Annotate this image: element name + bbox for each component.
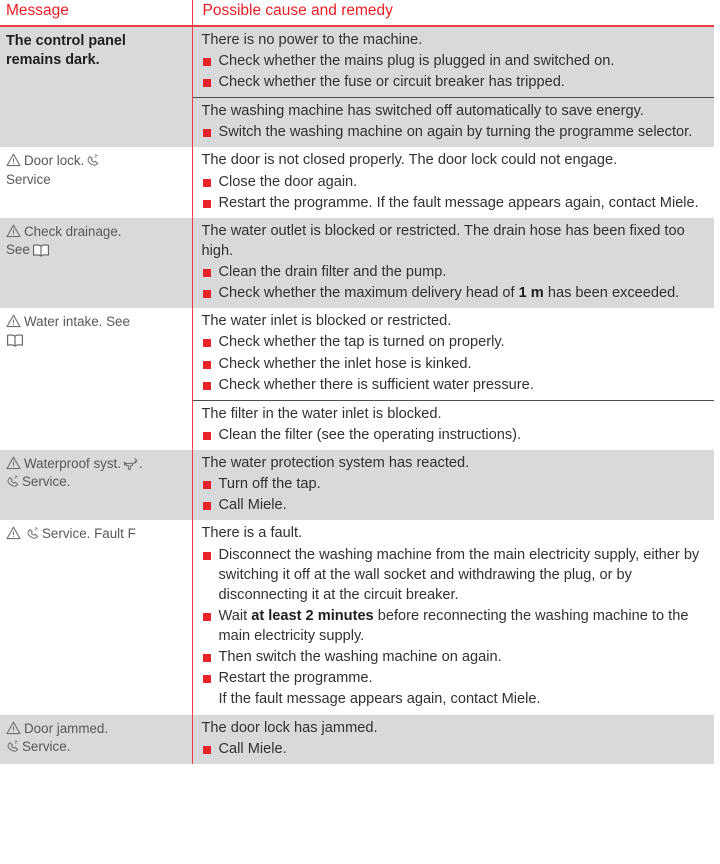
list-item: Call Miele. — [202, 495, 709, 515]
telephone-icon — [6, 474, 20, 488]
message-text: Door lock. — [24, 153, 85, 169]
open-book-icon — [6, 333, 24, 348]
telephone-icon — [86, 153, 100, 167]
remedy-list — [202, 122, 709, 142]
remedy-block — [193, 147, 715, 217]
list-item: Check whether the fuse or circuit breaker has tripped. — [202, 72, 709, 92]
message-line — [6, 241, 184, 259]
message-text: Check drainage. — [24, 223, 122, 239]
water-tap-icon — [123, 456, 139, 471]
list-item-emphasis: 1 m — [518, 285, 544, 302]
list-item-text: Wait — [218, 607, 252, 624]
message-cell — [0, 308, 192, 450]
cause-text: The washing machine has switched off automatically to save energy. — [201, 103, 644, 120]
table-header-row — [0, 0, 714, 26]
message-line: The control panel — [6, 32, 126, 49]
remedy-list — [202, 172, 709, 213]
list-item: Close the door again. — [202, 172, 709, 192]
remedy-cell — [192, 218, 714, 309]
remedy-block — [193, 520, 715, 714]
remedy-cell — [192, 26, 714, 148]
list-item: Check whether there is sufficient water pressure. — [202, 375, 709, 395]
list-item: Switch the washing machine on again by turning the programme selector. — [202, 122, 709, 142]
telephone-icon — [26, 526, 40, 540]
cause-text: The filter in the water inlet is blocked. — [201, 405, 442, 422]
remedy-block — [193, 308, 715, 400]
warning-triangle-icon — [6, 153, 21, 167]
message-line — [6, 720, 184, 738]
message-line — [6, 525, 184, 543]
message-text: . — [138, 456, 143, 472]
open-book-icon — [32, 243, 50, 258]
warning-triangle-icon — [6, 224, 21, 238]
remedy-list — [202, 474, 709, 515]
warning-triangle-icon — [6, 721, 21, 735]
warning-triangle-icon — [6, 526, 21, 540]
column-header-remedy: Possible cause and remedy — [192, 0, 714, 26]
message-line — [6, 738, 184, 756]
list-item-text: before reconnecting the washing machine to the main electricity supply. — [218, 607, 689, 645]
message-line — [6, 455, 184, 473]
list-item: Check whether the mains plug is plugged in and switched on. — [202, 51, 709, 71]
telephone-icon — [6, 739, 20, 753]
list-item: Disconnect the washing machine from the main electricity supply, either by switching it off at the wall socket and withdrawing the plug, or by disconnecting it at the circuit breaker. — [202, 545, 709, 605]
list-item-text: Check whether the maximum delivery head of — [218, 285, 519, 302]
message-cell — [0, 450, 192, 520]
table-row — [0, 715, 714, 764]
list-item: Call Miele. — [202, 739, 709, 759]
list-item: Clean the filter (see the operating instructions). — [202, 425, 709, 445]
remedy-block — [193, 97, 715, 147]
message-text: See — [6, 241, 30, 257]
list-item: Restart the programme. — [202, 668, 709, 688]
remedy-block — [193, 450, 715, 520]
table-row — [0, 520, 714, 714]
message-text: Waterproof syst. — [24, 456, 121, 472]
message-text: Service. Fault F — [42, 526, 136, 542]
message-text: Water intake. See — [24, 314, 130, 330]
warning-triangle-icon — [6, 456, 21, 470]
list-item: Check whether the tap is turned on properly. — [202, 332, 709, 352]
cause-text: The water inlet is blocked or restricted. — [201, 313, 452, 330]
column-header-message: Message — [0, 0, 192, 26]
list-item-emphasis: at least 2 minutes — [251, 607, 374, 624]
remedy-list — [202, 332, 709, 394]
remedy-block — [193, 715, 715, 764]
remedy-list — [202, 739, 709, 759]
list-item: Restart the programme. If the fault message appears again, contact Miele. — [202, 193, 709, 213]
table-row — [0, 218, 714, 309]
cause-text: The door is not closed properly. The door lock could not engage. — [201, 152, 618, 169]
remedy-list — [202, 545, 709, 710]
message-line — [6, 152, 184, 170]
remedy-list — [202, 425, 709, 445]
list-item: Check whether the inlet hose is kinked. — [202, 354, 709, 374]
list-item-text: has been exceeded. — [543, 285, 680, 302]
list-item — [202, 606, 709, 646]
message-cell — [0, 218, 192, 309]
message-line — [6, 473, 184, 491]
remedy-cell — [192, 450, 714, 520]
cause-text: The water protection system has reacted. — [201, 455, 470, 472]
cause-text: The door lock has jammed. — [201, 719, 378, 736]
message-cell — [0, 715, 192, 764]
remedy-block — [193, 400, 715, 450]
remedy-block — [193, 27, 715, 97]
list-item — [202, 283, 709, 303]
cause-text: There is a fault. — [201, 525, 303, 542]
table-header — [0, 0, 714, 26]
message-text: Service. — [22, 738, 71, 754]
message-text: Service. — [22, 474, 71, 490]
remedy-cell — [192, 520, 714, 714]
message-line — [6, 223, 184, 241]
table-row — [0, 147, 714, 217]
message-text: Door jammed. — [24, 720, 109, 736]
list-item: Then switch the washing machine on again. — [202, 647, 709, 667]
list-item: Turn off the tap. — [202, 474, 709, 494]
remedy-cell — [192, 308, 714, 450]
message-line — [6, 313, 184, 331]
warning-triangle-icon — [6, 314, 21, 328]
message-line: remains dark. — [6, 51, 100, 68]
message-cell — [0, 147, 192, 217]
remedy-list — [202, 51, 709, 92]
message-cell — [0, 520, 192, 714]
message-cell — [0, 26, 192, 148]
message-line — [6, 331, 184, 349]
remedy-block — [193, 218, 715, 309]
list-item: If the fault message appears again, contact Miele. — [218, 691, 541, 708]
message-line: Service — [6, 171, 51, 187]
cause-text: The water outlet is blocked or restricted. The drain hose has been fixed too high. — [201, 222, 685, 259]
remedy-cell — [192, 147, 714, 217]
table-row — [0, 26, 714, 148]
table-body — [0, 26, 714, 764]
remedy-cell — [192, 715, 714, 764]
remedy-list — [202, 262, 709, 303]
cause-text: There is no power to the machine. — [201, 31, 423, 48]
table-row — [0, 308, 714, 450]
list-item: Clean the drain filter and the pump. — [202, 262, 709, 282]
table-row — [0, 450, 714, 520]
